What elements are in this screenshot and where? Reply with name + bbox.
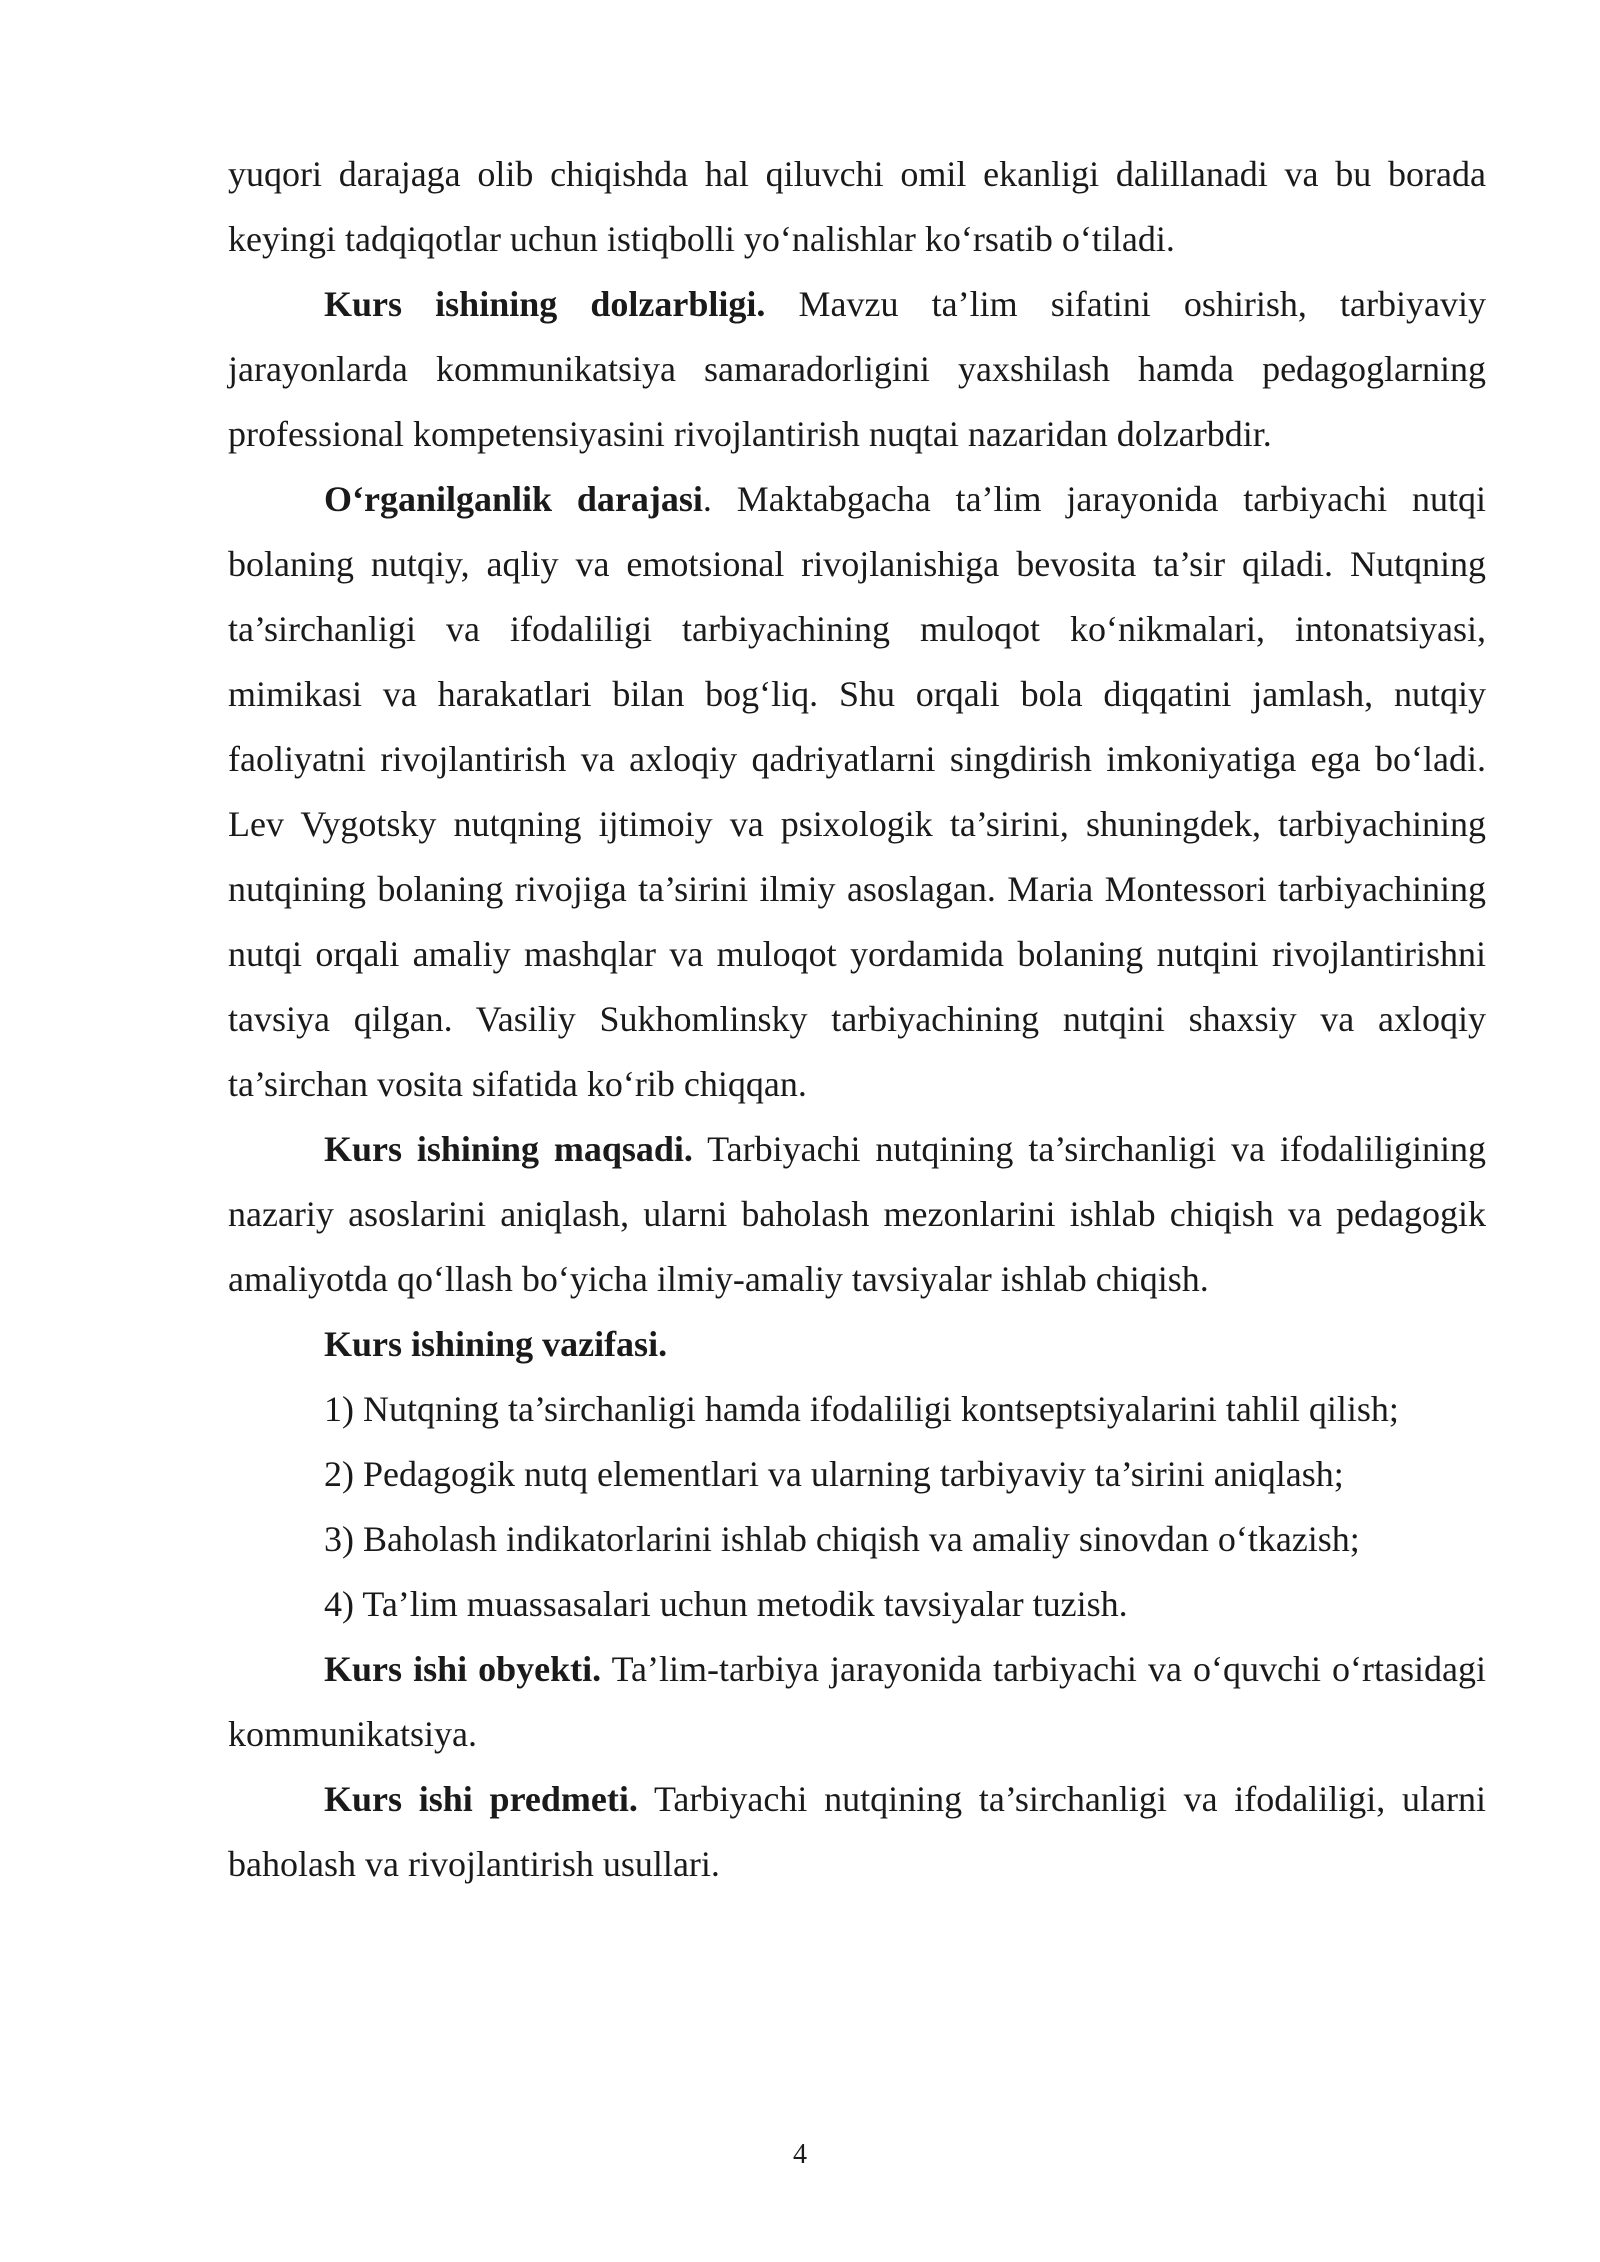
object-heading: Kurs ishi obyekti. [324,1649,602,1689]
goal-heading: Kurs ishining maqsadi. [324,1129,693,1169]
study-level-paragraph [228,467,1486,1117]
subject-text: Tarbiyachi nutqining ta’sirchanligi va ifodaliligi, ularni baholash va rivojlantirish usullari. [228,1779,1486,1884]
goal-paragraph [228,1117,1486,1312]
document-page [228,142,1486,1897]
tasks-heading: Kurs ishining vazifasi. [324,1324,668,1364]
task-item-3: 3) Baholash indikatorlarini ishlab chiqish va amaliy sinovdan o‘tkazish; [324,1519,1360,1559]
goal-text: Tarbiyachi nutqining ta’sirchanligi va ifodaliligining nazariy asoslarini aniqlash, ularni baholash mezonlarini ishlab chiqish va pedagogik amaliyotda qo‘llash bo‘yicha ilmiy-amaliy tavsiyalar ishlab chiqish. [228,1129,1486,1299]
object-text: Ta’lim-tarbiya jarayonida tarbiyachi va o‘quvchi o‘rtasidagi kommunikatsiya. [228,1649,1486,1754]
study-level-heading: O‘rganilganlik darajasi [324,479,703,519]
study-level-text: . Maktabgacha ta’lim jarayonida tarbiyachi nutqi bolaning nutqiy, aqliy va emotsional rivojlanishiga bevosita ta’sir qiladi. Nutqning ta’sirchanligi va ifodaliligi tarbiyachining muloqot ko‘nikmalari, intonatsiyasi, mimikasi va harakatlari bilan bog‘liq. Shu orqali bola diqqatini jamlash, nutqiy faoliyatni rivojlantirish va axloqiy qadriyatlarni singdirish imkoniyatiga ega bo‘ladi. Lev Vygotsky nutqning ijtimoiy va psixologik ta’sirini, shuningdek, tarbiyachining nutqining bolaning rivojiga ta’sirini ilmiy asoslagan. Maria Montessori tarbiyachining nutqi orqali amaliy mashqlar va muloqot yordamida bolaning nutqini rivojlantirishni tavsiya qilgan. Vasiliy Sukhomlinsky tarbiyachining nutqini shaxsiy va axloqiy ta’sirchan vosita sifatida ko‘rib chiqqan. [228,479,1486,1104]
subject-heading: Kurs ishi predmeti. [324,1779,638,1819]
page-number: 4 [793,2139,807,2170]
subject-paragraph [228,1767,1486,1897]
task-item-2: 2) Pedagogik nutq elementlari va ularning tarbiyaviy ta’sirini aniqlash; [324,1454,1344,1494]
tasks-heading-paragraph [228,1312,1486,1377]
task-item-1: 1) Nutqning ta’sirchanligi hamda ifodaliligi kontseptsiyalarini tahlil qilish; [324,1389,1399,1429]
object-paragraph [228,1637,1486,1767]
relevance-heading: Kurs ishining dolzarbligi. [324,284,766,324]
intro-paragraph: yuqori darajaga olib chiqishda hal qiluvchi omil ekanligi dalillanadi va bu borada keyingi tadqiqotlar uchun istiqbolli yo‘nalishlar ko‘rsatib o‘tiladi. [228,154,1486,259]
task-item-4: 4) Ta’lim muassasalari uchun metodik tavsiyalar tuzish. [324,1584,1128,1624]
relevance-paragraph [228,272,1486,467]
relevance-text: Mavzu ta’lim sifatini oshirish, tarbiyaviy jarayonlarda kommunikatsiya samaradorligini yaxshilash hamda pedagoglarning professional kompetensiyasini rivojlantirish nuqtai nazaridan dolzarbdir. [228,284,1486,454]
